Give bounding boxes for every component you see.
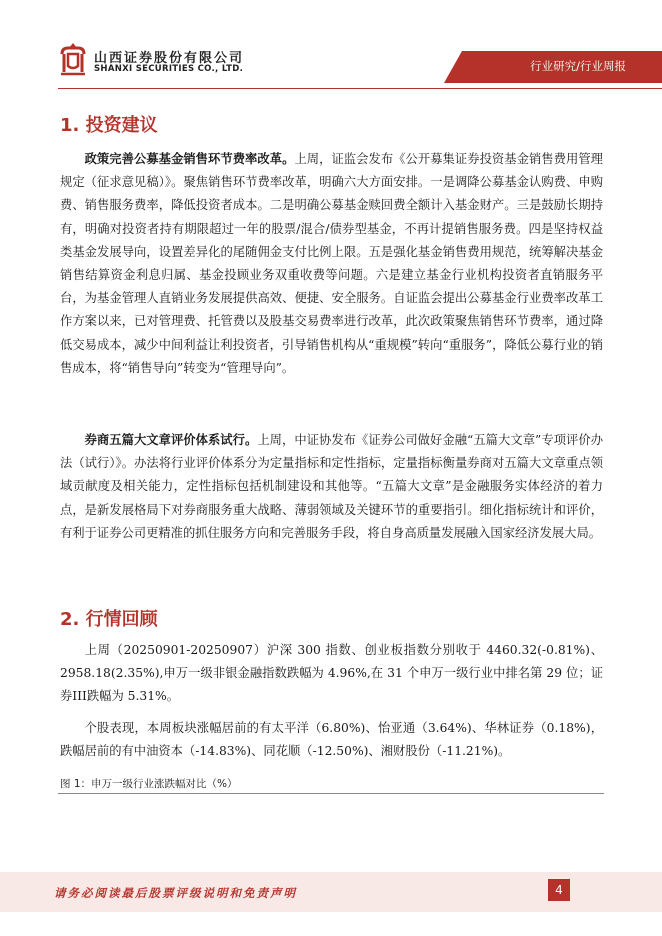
page-number: 4: [548, 879, 570, 901]
paragraph-body: 上周，证监会发布《公开募集证券投资基金销售费用管理规定（征求意见稿）》。聚焦销售环节费率改革，明确六大方面安排。一是调降公募基金认购费、申购费、销售服务费率，降低投资者成本。二是明确公募基金赎回费全额计入基金财产。三是鼓励长期持有，明确对投资者持有期限超过一年的股票/混合/债券型基金，不再计提销售服务费。四是坚持权益类基金发展导向，设置差异化的尾随佣金支付比例上限。五是强化基金销售费用规范，统筹解决基金销售结算资金利息归属、基金投顾业务双重收费等问题。六是建立基金行业机构投资者直销服务平台，为基金管理人直销业务发展提供高效、便捷、安全服务。自证监会提出公募基金行业费率改革工作方案以来，已对管理费、托管费以及股基交易费率进行改革，此次政策聚焦销售环节费率，通过降低交易成本，减少中间利益让利投资者，引导销售机构从“重规模”转向“重服务”，降低公募行业的销售成本，将“销售导向”转变为“管理导向”。: [60, 152, 603, 375]
paragraph-lead: 政策完善公募基金销售环节费率改革。: [84, 151, 295, 166]
paragraph-stock-performance: 个股表现，本周板块涨幅居前的有太平洋（6.80%)、怡亚通（3.64%)、华林证券（0.18%)，跌幅居前的有中油资本（-14.83%)、同花顺（-12.50%)、湘财股份（-11.21%)。: [60, 721, 603, 759]
company-logo-icon: [58, 42, 88, 76]
paragraph-body: 上周，中证协发布《证券公司做好金融“五篇大文章”专项评价办法（试行）》。办法将行业评价体系分为定量指标和定性指标，定量指标衡量券商对五篇大文章重点领域贡献度及相关能力，定性指标包括机制建设和其他等。“五篇大文章”是金融服务实体经济的着力点，是新发展格局下对券商服务重大战略、薄弱领域及关键环节的重要指引。细化指标统计和评价，有利于证券公司更精准的抓住服务方向和完善服务手段，将自身高质量发展融入国家经济发展大局。: [60, 433, 603, 540]
footer-disclaimer: 请务必阅读最后股票评级说明和免责声明: [54, 886, 297, 900]
paragraph-fund-fee-reform: [60, 147, 603, 380]
page-header: [0, 0, 662, 90]
paragraph-lead: 券商五篇大文章评价体系试行。: [84, 432, 258, 447]
figure-caption: 图 1：申万一级行业涨跌幅对比（%）: [60, 778, 238, 790]
figure-divider: [58, 793, 604, 794]
report-type-label: 行业研究/行业周报: [530, 59, 626, 73]
company-name-en: SHANXI SECURITIES CO., LTD.: [94, 64, 244, 74]
header-divider: [58, 88, 662, 89]
section-title-investment: 1. 投资建议: [60, 115, 158, 136]
section-title-market-review: 2. 行情回顾: [60, 609, 158, 630]
paragraph-index-review: 上周（20250901-20250907）沪深 300 指数、创业板指数分别收于 4460.32(-0.81%)、2958.18(2.35%),申万一级非银金融指数跌幅为 4.96%,在 31 个申万一级行业中排名第 29 位；证券III跌幅为 5.31%。: [60, 643, 603, 704]
company-name-cn: 山西证券股份有限公司: [94, 51, 245, 66]
paragraph-five-articles: [60, 428, 603, 545]
